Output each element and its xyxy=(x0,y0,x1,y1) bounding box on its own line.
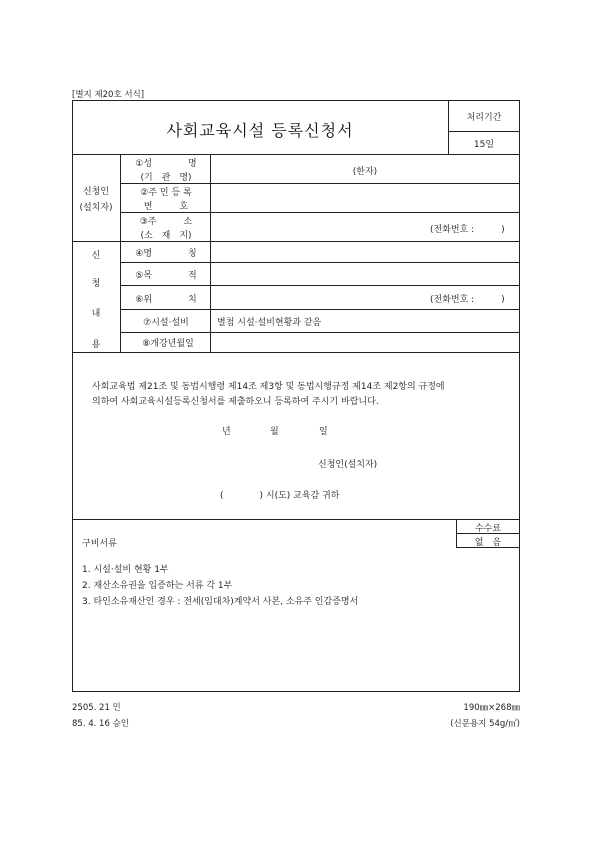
fee-value: 없 음 xyxy=(474,538,502,548)
address-field[interactable] xyxy=(211,213,519,240)
date-month: 월 xyxy=(270,427,279,437)
footer-form-code: 2505. 21 민 xyxy=(72,703,121,713)
divider-item6 xyxy=(120,309,520,310)
content-group-char-2: 청 xyxy=(91,279,101,289)
address-label: ③주 소 xyxy=(139,217,193,227)
item8-field[interactable] xyxy=(211,333,519,351)
divider-content xyxy=(72,352,520,353)
divider-processing xyxy=(448,131,520,132)
address-phone-note: (전화번호 : ) xyxy=(430,225,505,235)
name-field[interactable] xyxy=(211,155,519,182)
item5-label: ⑤목 적 xyxy=(135,271,197,281)
reg-label: ②주 민 등 록 xyxy=(140,188,192,198)
form-number-tag: [별지 제20호 서식] xyxy=(72,90,145,100)
documents-heading: 구비서류 xyxy=(82,539,117,549)
item8-label: ⑧개강년월일 xyxy=(142,339,194,349)
footer-paper-size: 190㎜×268㎜ xyxy=(463,703,520,713)
recipient-line: ( ) 시(도) 교육감 귀하 xyxy=(220,491,340,501)
item5-field[interactable] xyxy=(211,263,519,284)
reg-number-field[interactable] xyxy=(211,184,519,211)
footer-paper-type: (신문용지 54g/㎡) xyxy=(450,719,520,729)
item6-field[interactable] xyxy=(211,286,426,308)
document-item-2: 2. 재산소유권을 입증하는 서류 각 1부 xyxy=(82,581,233,591)
name-hanja-note: (한자) xyxy=(352,167,378,177)
applicant-group-label: 신청인 xyxy=(82,187,110,197)
item7-label: ⑦시설·설비 xyxy=(143,318,189,328)
item7-value: 별첨 시설·설비현황과 같음 xyxy=(217,318,322,328)
document-item-1: 1. 시설·설비 현황 1부 xyxy=(82,565,169,575)
document-item-3: 3. 타인소유재산인 경우 : 전세(임대차)계약서 사본, 소유주 인감증명서 xyxy=(82,597,359,607)
vline-group xyxy=(120,154,121,352)
content-group-char-1: 신 xyxy=(91,251,101,261)
fee-label: 수수료 xyxy=(474,524,502,534)
footer-approval: 85. 4. 16 승인 xyxy=(72,719,129,729)
item4-label: ④명 칭 xyxy=(135,249,197,259)
name-label: ①성 명 xyxy=(135,159,197,169)
processing-value: 15일 xyxy=(473,140,495,150)
statement-line-2: 의하여 사회교육시설등록신청서를 제출하오니 등록하여 주시기 바랍니다. xyxy=(92,397,379,407)
item6-phone-note: (전화번호 : ) xyxy=(430,295,505,305)
processing-label: 처리기간 xyxy=(466,113,502,123)
address-sublabel: (소 재 지) xyxy=(140,231,192,241)
applicant-group-sublabel: (설치자) xyxy=(79,203,113,213)
item6-label: ⑥위 치 xyxy=(135,295,197,305)
date-day: 일 xyxy=(319,427,328,437)
statement-line-1: 사회교육법 제21조 및 동법시행령 제14조 제3항 및 동법시행규정 제14조 제2항의 규정에 xyxy=(92,382,445,392)
item4-field[interactable] xyxy=(211,242,519,261)
name-sublabel: (기 관 명) xyxy=(140,173,192,183)
date-year: 년 xyxy=(222,427,231,437)
divider-body xyxy=(72,519,520,520)
form-title: 사회교육시설 등록신청서 xyxy=(166,121,354,140)
content-group-char-3: 내 xyxy=(91,309,101,319)
reg-sublabel: 번 호 xyxy=(143,202,189,212)
content-group-char-4: 용 xyxy=(91,340,101,350)
applicant-signature-label: 신청인(설치자) xyxy=(318,460,378,470)
